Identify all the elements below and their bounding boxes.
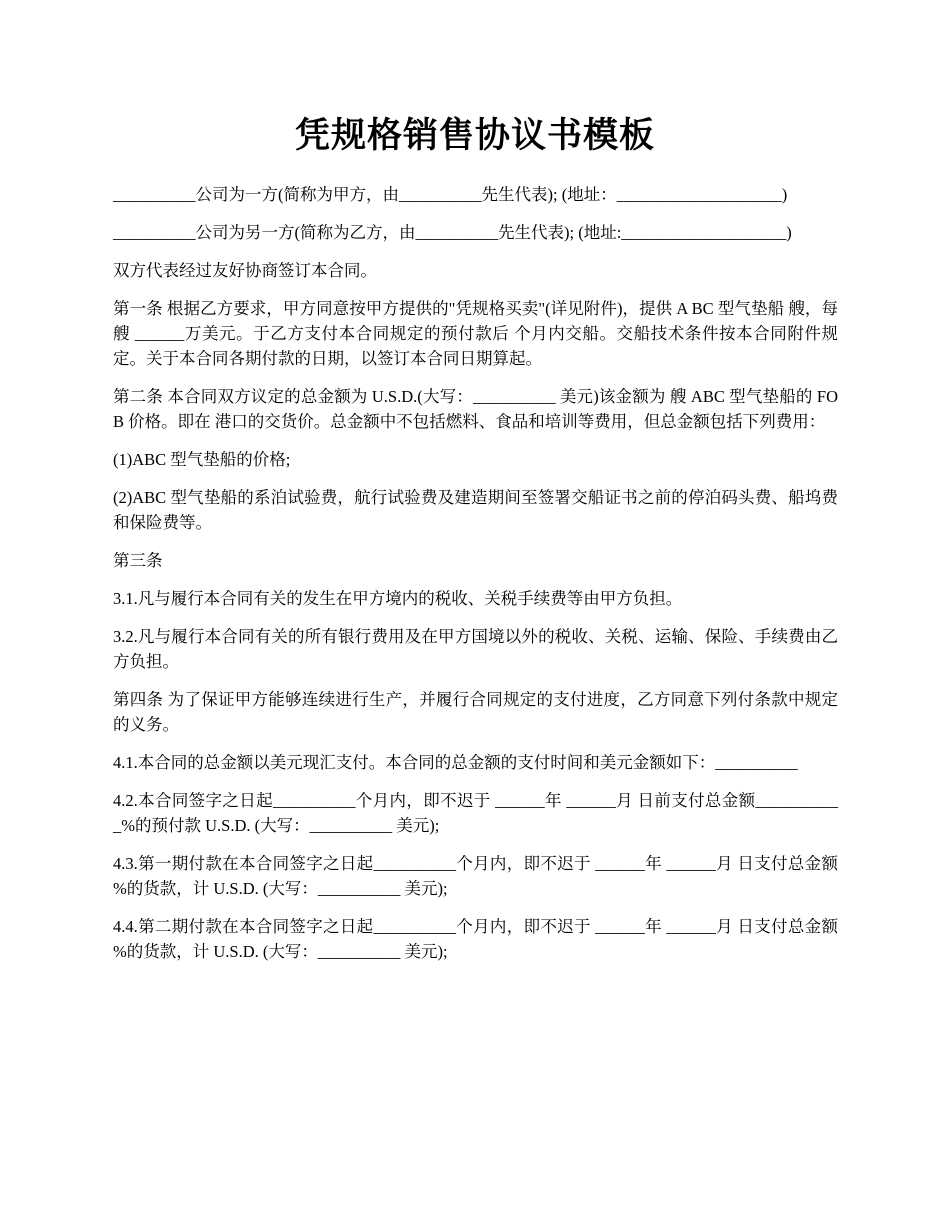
article-4-paragraph: 第四条 为了保证甲方能够连续进行生产，并履行合同规定的支付进度，乙方同意下列付条款中规定的义务。 xyxy=(113,690,838,734)
party-b-paragraph: __________公司为另一方(简称为乙方，由__________先生代表); (地址:____________________) xyxy=(113,223,792,242)
article-4-clause-3: 4.3.第一期付款在本合同签字之日起__________个月内，即不迟于 ______年 ______月 日支付总金额 %的货款，计 U.S.D. (大写：__________ 美元); xyxy=(113,854,838,898)
article-3-heading: 第三条 xyxy=(113,551,163,570)
article-4-clause-1: 4.1.本合同的总金额以美元现汇支付。本合同的总金额的支付时间和美元金额如下：__________ xyxy=(113,753,798,772)
document-body xyxy=(113,182,838,977)
article-2-item-2: (2)ABC 型气垫船的系泊试验费，航行试验费及建造期间至签署交船证书之前的停泊码头费、船坞费和保险费等。 xyxy=(113,488,838,532)
article-3-clause-1: 3.1.凡与履行本合同有关的发生在甲方境内的税收、关税手续费等由甲方负担。 xyxy=(113,589,683,608)
article-4-clause-2: 4.2.本合同签字之日起__________个月内，即不迟于 ______年 ______月 日前支付总金额___________%的预付款 U.S.D. (大写：__________ 美元); xyxy=(113,791,838,835)
article-3-clause-2: 3.2.凡与履行本合同有关的所有银行费用及在甲方国境以外的税收、关税、运输、保险、手续费由乙方负担。 xyxy=(113,627,838,671)
document-title: 凭规格销售协议书模板 xyxy=(294,116,655,155)
party-a-paragraph: __________公司为一方(简称为甲方，由__________先生代表); (地址：____________________) xyxy=(113,185,788,204)
preamble-paragraph: 双方代表经过友好协商签订本合同。 xyxy=(113,261,377,280)
article-2-item-1: (1)ABC 型气垫船的价格; xyxy=(113,450,291,469)
article-4-clause-4: 4.4.第二期付款在本合同签字之日起__________个月内，即不迟于 ______年 ______月 日支付总金额 %的货款，计 U.S.D. (大写：__________ 美元); xyxy=(113,917,838,961)
article-1-paragraph: 第一条 根据乙方要求，甲方同意按甲方提供的"凭规格买卖"(详见附件)，提供 A BC 型气垫船 艘，每艘 ______万美元。于乙方支付本合同规定的预付款后 个月内交船。交船技术条件按本合同附件规定。关于本合同各期付款的日期，以签订本合同日期算起。 xyxy=(113,299,838,368)
article-2-paragraph: 第二条 本合同双方议定的总金额为 U.S.D.(大写：__________ 美元)该金额为 艘 ABC 型气垫船的 FOB 价格。即在 港口的交货价。总金额中不包括燃料、食品和培训等费用，但总金额包括下列费用： xyxy=(113,387,838,431)
